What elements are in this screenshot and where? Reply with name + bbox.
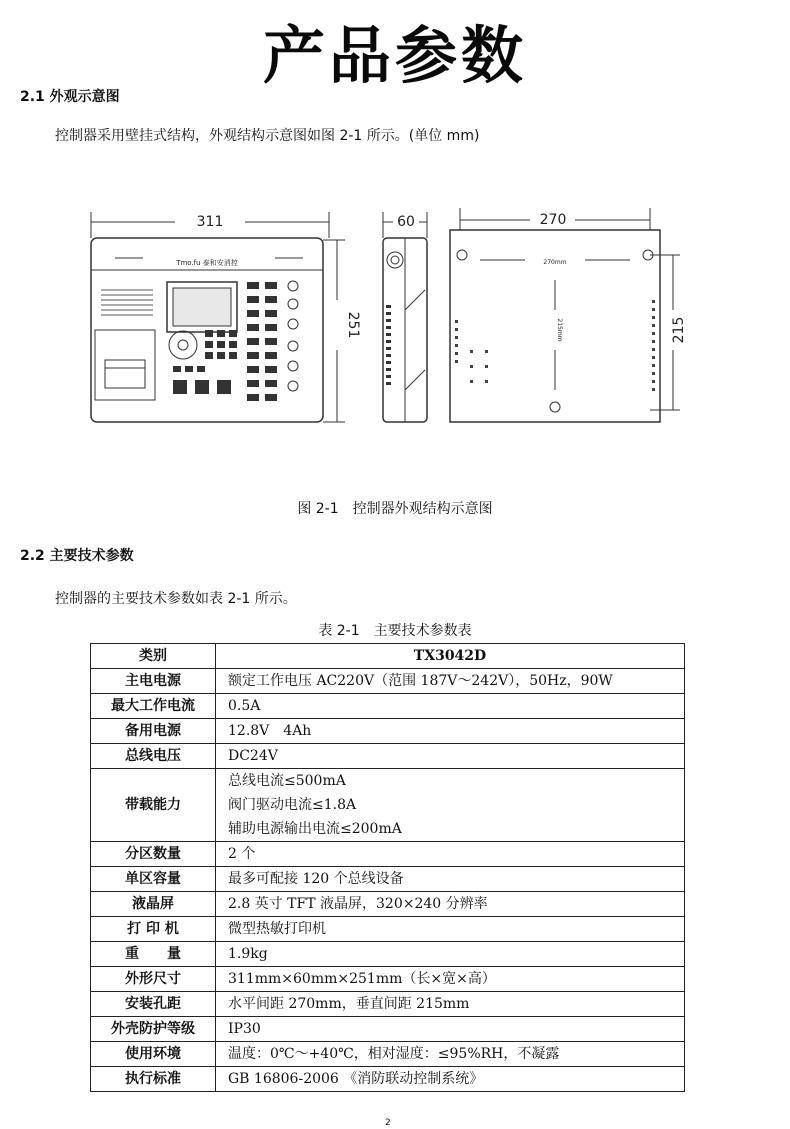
table-row <box>91 992 685 1017</box>
front-brand-label: Tmo.fu 泰和安消控 <box>176 259 238 267</box>
table-row <box>91 942 685 967</box>
front-height-dim: 251 <box>345 311 361 339</box>
appearance-description: 控制器采用壁挂式结构，外观结构示意图如图 2-1 所示。(单位 mm) <box>55 128 480 144</box>
table-row <box>91 1067 685 1092</box>
row-label: 分区数量 <box>91 842 216 867</box>
row-label: 最大工作电流 <box>91 694 216 719</box>
rear-view <box>450 208 680 422</box>
table-row <box>91 867 685 892</box>
spec-table <box>90 643 685 1092</box>
row-value: 311mm×60mm×251mm（长×宽×高） <box>216 967 685 992</box>
row-value: 额定工作电压 AC220V（范围 187V～242V），50Hz，90W <box>216 669 685 694</box>
row-value: 12.8V 4Ah <box>216 719 685 744</box>
row-value-line: 辅助电源输出电流≤200mA <box>228 821 402 837</box>
page-number: 2 <box>385 1118 391 1128</box>
row-value: 0.5A <box>216 694 685 719</box>
specs-description: 控制器的主要技术参数如表 2-1 所示。 <box>55 591 297 607</box>
row-value: 2 个 <box>216 842 685 867</box>
table-header-row <box>91 644 685 669</box>
table-row <box>91 719 685 744</box>
row-label: 带载能力 <box>91 769 216 842</box>
row-label: 打 印 机 <box>91 917 216 942</box>
header-model: TX3042D <box>216 644 685 669</box>
row-value: 2.8 英寸 TFT 液晶屏，320×240 分辨率 <box>216 892 685 917</box>
table-row <box>91 967 685 992</box>
row-value <box>216 769 685 842</box>
table-row <box>91 842 685 867</box>
row-label: 单区容量 <box>91 867 216 892</box>
row-value: 1.9kg <box>216 942 685 967</box>
row-label: 备用电源 <box>91 719 216 744</box>
row-value: 最多可配接 120 个总线设备 <box>216 867 685 892</box>
section-heading-appearance: 2.1 外观示意图 <box>20 89 120 105</box>
front-width-dim: 311 <box>196 214 224 230</box>
header-label: 类别 <box>91 644 216 669</box>
row-value-line: 总线电流≤500mA <box>228 773 346 789</box>
table-row <box>91 669 685 694</box>
page-title: 产品参数 <box>262 19 527 92</box>
front-view <box>91 212 345 422</box>
row-label: 重 量 <box>91 942 216 967</box>
row-value: 微型热敏打印机 <box>216 917 685 942</box>
table-row <box>91 769 685 842</box>
row-label: 外壳防护等级 <box>91 1017 216 1042</box>
rear-width-dim: 270 <box>539 212 567 228</box>
row-value: IP30 <box>216 1017 685 1042</box>
row-label: 总线电压 <box>91 744 216 769</box>
section-heading-specs: 2.2 主要技术参数 <box>20 548 134 564</box>
side-view <box>383 212 427 422</box>
side-depth-dim: 60 <box>397 214 415 230</box>
row-label: 执行标准 <box>91 1067 216 1092</box>
table-row <box>91 1017 685 1042</box>
row-value-line: 阀门驱动电流≤1.8A <box>228 797 357 813</box>
figure-caption: 图 2-1 控制器外观结构示意图 <box>297 501 493 517</box>
table-row <box>91 744 685 769</box>
rear-inner-vertical-dim: 215mm <box>556 318 563 342</box>
table-row <box>91 917 685 942</box>
table-caption: 表 2-1 主要技术参数表 <box>318 623 472 639</box>
rear-height-dim: 215 <box>671 316 687 344</box>
rear-inner-horizontal-dim: 270mm <box>543 259 567 266</box>
row-label: 外形尺寸 <box>91 967 216 992</box>
row-label: 使用环境 <box>91 1042 216 1067</box>
row-value: GB 16806-2006 《消防联动控制系统》 <box>216 1067 685 1092</box>
row-value: DC24V <box>216 744 685 769</box>
row-label: 主电电源 <box>91 669 216 694</box>
row-label: 液晶屏 <box>91 892 216 917</box>
row-value: 水平间距 270mm，垂直间距 215mm <box>216 992 685 1017</box>
table-row <box>91 1042 685 1067</box>
table-row <box>91 694 685 719</box>
row-label: 安装孔距 <box>91 992 216 1017</box>
row-value: 温度：0℃～+40℃，相对湿度：≤95%RH，不凝露 <box>216 1042 685 1067</box>
controller-outline-drawing <box>75 200 715 430</box>
table-row <box>91 892 685 917</box>
